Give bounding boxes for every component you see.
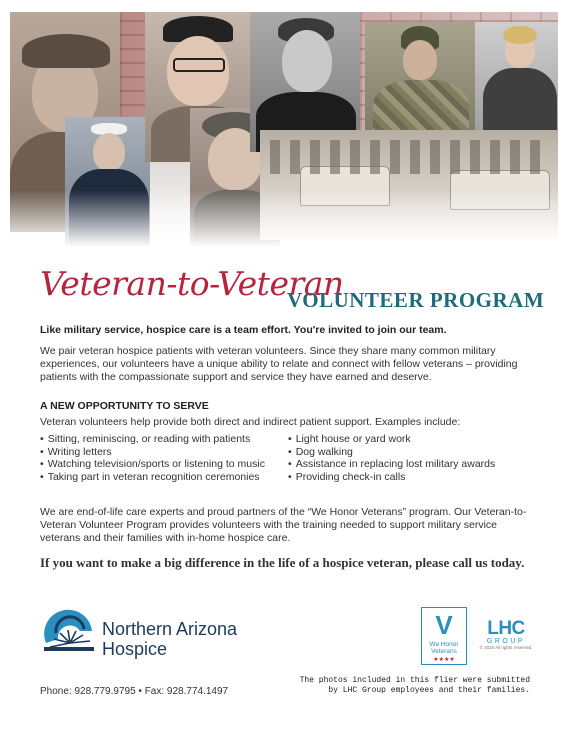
photo-woman-backpack xyxy=(475,22,558,142)
list-item: • Sitting, reminiscing, or reading with patients xyxy=(40,433,290,446)
closing-paragraph: We are end-of-life care experts and proud partners of the “We Honor Veterans” program. Our Veteran-to-Veteran Volunteer Program provides volunteers with the training needed to support military service veterans and their families with in-home hospice care. xyxy=(40,506,527,544)
northern-arizona-hospice-logo xyxy=(40,603,250,663)
collage-fade xyxy=(10,190,558,250)
activities-list-left xyxy=(40,433,290,483)
sunrise-logo-icon xyxy=(40,603,96,659)
list-item: • Watching television/sports or listening to music xyxy=(40,458,290,471)
logo-line-1: Northern Arizona xyxy=(102,619,238,639)
logo-line-2: Hospice xyxy=(102,639,168,659)
list-item: • Dog walking xyxy=(288,446,538,459)
note-line-1: The photos included in this flier were submitted xyxy=(299,676,530,685)
call-to-action: If you want to make a big difference in the life of a hospice veteran, please call us today. xyxy=(40,555,525,570)
lhc-copyright: © 2020 All rights reserved. xyxy=(479,645,533,650)
intro-paragraph: We pair veteran hospice patients with veteran volunteers. Since they share many common military experiences, our volunteers have a unique ability to relate and connect with fellow veterans – providing patients with the compassionate support and service they have earned and deserve. xyxy=(40,345,518,383)
list-item: • Writing letters xyxy=(40,446,290,459)
script-title: Veteran-to-Veteran xyxy=(40,264,344,303)
contact-numbers: Phone: 928.779.9795 • Fax: 928.774.1497 xyxy=(40,686,229,697)
activities-list-right xyxy=(288,433,538,483)
lhc-name: LHC xyxy=(487,618,525,639)
lhc-group-label: GROUP xyxy=(486,638,526,645)
program-title-row xyxy=(40,262,545,322)
whv-line-2: Veterans xyxy=(431,648,457,655)
veterans-photo-collage xyxy=(10,12,558,250)
list-item: • Light house or yard work xyxy=(288,433,538,446)
photo-credit-note xyxy=(290,676,530,696)
list-item: • Taking part in veteran recognition ceremonies xyxy=(40,471,290,484)
list-item: • Providing check-in calls xyxy=(288,471,538,484)
whv-line-1: We Honor xyxy=(429,641,459,648)
whv-stars: ★★★★ xyxy=(433,657,455,663)
photo-soldier-camo xyxy=(365,22,475,142)
lead-sentence: Like military service, hospice care is a team effort. You're invited to join our team. xyxy=(40,324,447,336)
whv-label xyxy=(422,641,466,655)
logo-wordmark xyxy=(102,619,237,659)
v-chevron-icon: V xyxy=(435,610,453,640)
we-honor-veterans-badge xyxy=(421,607,467,665)
section-heading: A NEW OPPORTUNITY TO SERVE xyxy=(40,400,209,412)
note-line-2: by LHC Group employees and their families. xyxy=(328,686,530,695)
program-title: VOLUNTEER PROGRAM xyxy=(287,288,545,312)
opportunity-paragraph: Veteran volunteers help provide both direct and indirect patient support. Examples include: xyxy=(40,416,461,428)
lhc-group-logo xyxy=(476,618,536,666)
list-item: • Assistance in replacing lost military awards xyxy=(288,458,538,471)
